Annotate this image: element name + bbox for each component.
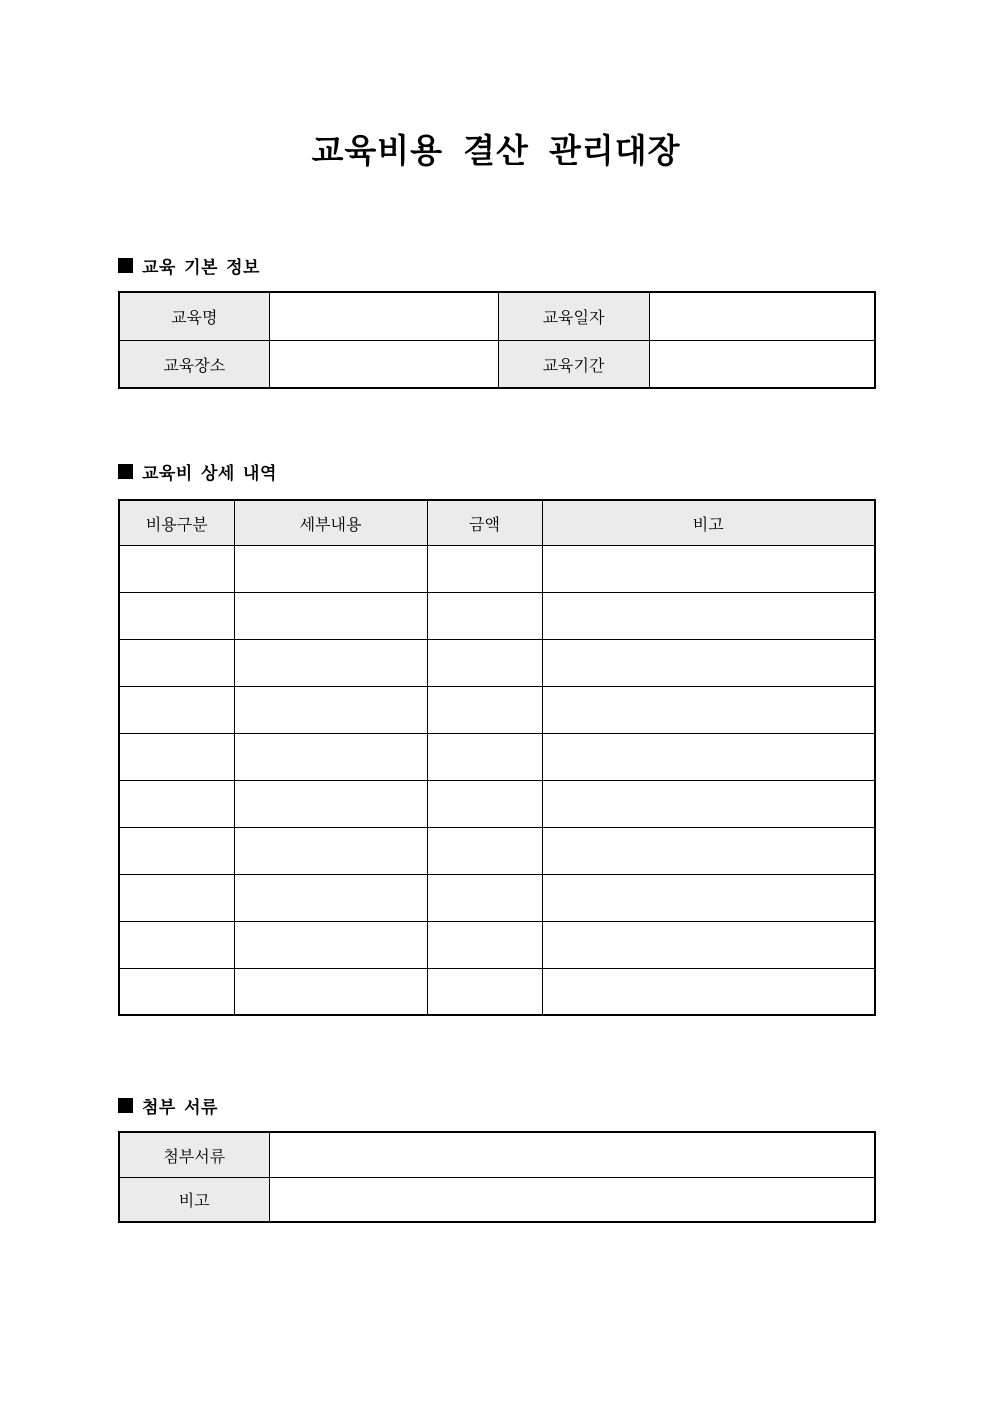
column-header-amount: 금액 bbox=[427, 500, 542, 545]
section-heading-cost-detail bbox=[118, 459, 874, 484]
table-row bbox=[119, 733, 875, 780]
cell-amount bbox=[427, 733, 542, 780]
cell-cost-category bbox=[119, 686, 234, 733]
cell-cost-category bbox=[119, 874, 234, 921]
cell-amount bbox=[427, 592, 542, 639]
cell-cost-category bbox=[119, 733, 234, 780]
table-row bbox=[119, 592, 875, 639]
cell-remarks bbox=[542, 780, 875, 827]
cell-cost-category bbox=[119, 827, 234, 874]
cell-detail bbox=[234, 545, 427, 592]
table-row bbox=[119, 827, 875, 874]
cell-amount bbox=[427, 968, 542, 1015]
cell-cost-category bbox=[119, 921, 234, 968]
table-row bbox=[119, 921, 875, 968]
table-row bbox=[119, 1132, 875, 1177]
cell-remarks bbox=[542, 639, 875, 686]
value-cell-attached-documents bbox=[269, 1132, 875, 1177]
cell-detail bbox=[234, 686, 427, 733]
section-heading-attachments bbox=[118, 1093, 874, 1118]
cell-amount bbox=[427, 827, 542, 874]
cell-amount bbox=[427, 686, 542, 733]
cell-amount bbox=[427, 874, 542, 921]
cell-detail bbox=[234, 968, 427, 1015]
section-heading-label: 첨부 서류 bbox=[142, 1098, 218, 1118]
table-row bbox=[119, 874, 875, 921]
column-header-cost-category: 비용구분 bbox=[119, 500, 234, 545]
table-row bbox=[119, 639, 875, 686]
cell-detail bbox=[234, 733, 427, 780]
label-cell-education-place: 교육장소 bbox=[119, 340, 269, 388]
page-title: 교육비용 결산 관리대장 bbox=[311, 132, 681, 169]
cell-detail bbox=[234, 780, 427, 827]
section-marker-icon bbox=[118, 1098, 133, 1113]
section-heading-basic-info bbox=[118, 253, 874, 278]
cell-remarks bbox=[542, 874, 875, 921]
label-cell-attached-documents: 첨부서류 bbox=[119, 1132, 269, 1177]
table-row bbox=[119, 340, 875, 388]
column-header-remarks: 비고 bbox=[542, 500, 875, 545]
cell-amount bbox=[427, 545, 542, 592]
label-cell-education-period: 교육기간 bbox=[498, 340, 649, 388]
cost-detail-table bbox=[118, 499, 876, 1016]
section-heading-label: 교육 기본 정보 bbox=[142, 258, 260, 278]
section-marker-icon bbox=[118, 464, 133, 479]
cell-detail bbox=[234, 639, 427, 686]
value-cell-education-date bbox=[649, 292, 875, 340]
label-cell-remarks: 비고 bbox=[119, 1177, 269, 1222]
section-heading-label: 교육비 상세 내역 bbox=[142, 464, 277, 484]
cell-cost-category bbox=[119, 545, 234, 592]
cell-remarks bbox=[542, 921, 875, 968]
table-header-row bbox=[119, 500, 875, 545]
document-content bbox=[118, 253, 874, 1223]
cell-cost-category bbox=[119, 639, 234, 686]
cell-detail bbox=[234, 921, 427, 968]
cell-amount bbox=[427, 780, 542, 827]
label-cell-education-date: 교육일자 bbox=[498, 292, 649, 340]
cell-remarks bbox=[542, 592, 875, 639]
cell-detail bbox=[234, 827, 427, 874]
table-row bbox=[119, 686, 875, 733]
value-cell-remarks bbox=[269, 1177, 875, 1222]
cell-remarks bbox=[542, 686, 875, 733]
cell-detail bbox=[234, 592, 427, 639]
section-marker-icon bbox=[118, 258, 133, 273]
value-cell-education-period bbox=[649, 340, 875, 388]
table-row bbox=[119, 1177, 875, 1222]
cell-cost-category bbox=[119, 592, 234, 639]
cell-cost-category bbox=[119, 780, 234, 827]
cell-remarks bbox=[542, 733, 875, 780]
value-cell-education-place bbox=[269, 340, 498, 388]
value-cell-education-name bbox=[269, 292, 498, 340]
cell-cost-category bbox=[119, 968, 234, 1015]
cell-remarks bbox=[542, 545, 875, 592]
table-row bbox=[119, 968, 875, 1015]
label-cell-education-name: 교육명 bbox=[119, 292, 269, 340]
cell-amount bbox=[427, 921, 542, 968]
cell-remarks bbox=[542, 827, 875, 874]
cell-remarks bbox=[542, 968, 875, 1015]
basic-info-table bbox=[118, 291, 876, 389]
table-row bbox=[119, 545, 875, 592]
column-header-detail: 세부내용 bbox=[234, 500, 427, 545]
cell-amount bbox=[427, 639, 542, 686]
attachments-table bbox=[118, 1131, 876, 1223]
table-row bbox=[119, 780, 875, 827]
cell-detail bbox=[234, 874, 427, 921]
table-row bbox=[119, 292, 875, 340]
